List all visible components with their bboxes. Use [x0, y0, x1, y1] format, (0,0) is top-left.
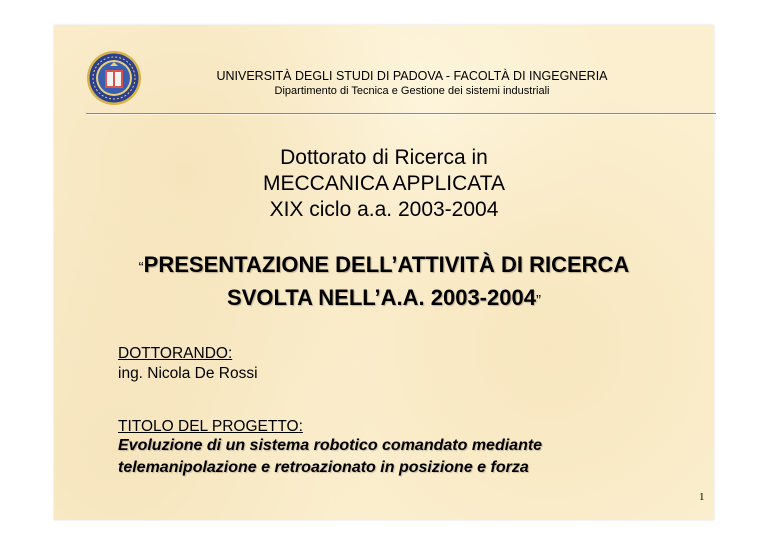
- department-heading: Dipartimento di Tecnica e Gestione dei sistemi industriali: [274, 85, 550, 97]
- doctorate-block: [54, 145, 714, 223]
- open-quote: “: [138, 259, 144, 276]
- doctorate-line-2: MECCANICA APPLICATA: [263, 172, 505, 195]
- doctorate-line-1: Dottorato di Ricerca in: [280, 146, 488, 169]
- candidate-label: DOTTORANDO:: [118, 345, 233, 362]
- project-title-line-2: telemanipolazione e retroazionato in posizione e forza: [118, 459, 529, 476]
- project-title: [118, 435, 542, 479]
- slide: [54, 25, 714, 520]
- page-number: 1: [699, 491, 705, 503]
- presentation-title-line-2: [54, 283, 714, 316]
- university-heading: UNIVERSITÀ DEGLI STUDI DI PADOVA - FACOLTÀ DI INGEGNERIA: [216, 69, 608, 83]
- title-line-1-text: PRESENTAZIONE DELL’ATTIVITÀ DI RICERCA: [143, 252, 630, 277]
- doctorate-line-3: XIX ciclo a.a. 2003-2004: [269, 198, 499, 221]
- candidate-name: ing. Nicola De Rossi: [118, 365, 258, 382]
- project-label: TITOLO DEL PROGETTO:: [118, 418, 303, 435]
- university-seal-icon: [86, 50, 142, 106]
- presentation-title: [54, 250, 714, 316]
- header-divider: [86, 113, 716, 114]
- presentation-title-line-1: [54, 250, 714, 283]
- title-line-2-text: SVOLTA NELL’A.A. 2003-2004: [227, 285, 536, 310]
- close-quote: ”: [535, 292, 541, 309]
- project-title-line-1: Evoluzione di un sistema robotico comandato mediante: [118, 437, 543, 454]
